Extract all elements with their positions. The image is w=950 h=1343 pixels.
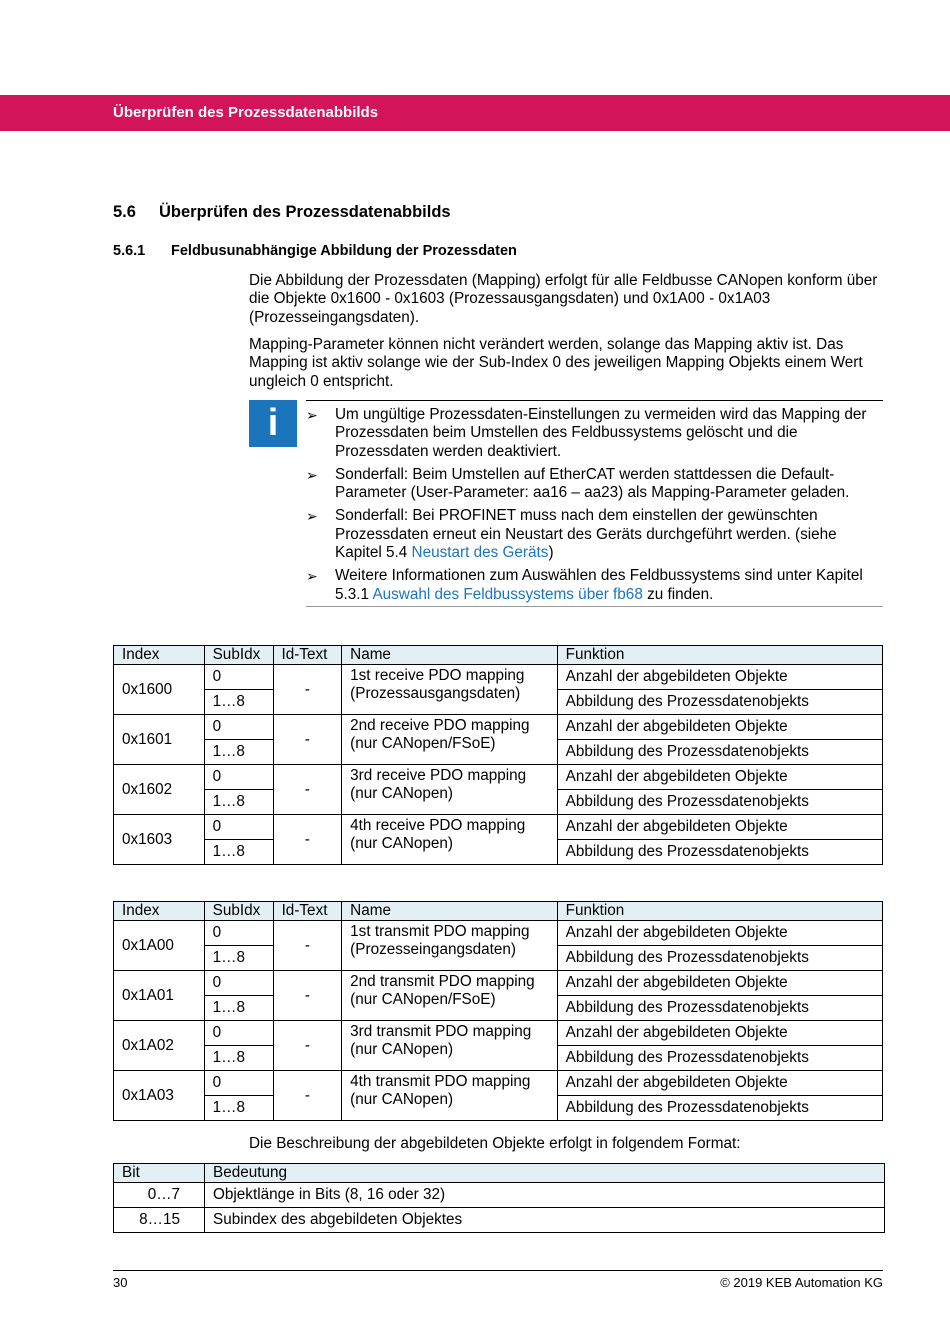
header-banner xyxy=(0,95,950,131)
arrow-bullet-icon: ➢ xyxy=(306,466,318,483)
cell-index: 0x1A00 xyxy=(114,921,205,971)
info-list xyxy=(306,406,883,609)
subsection-title: Feldbusunabhängige Abbildung der Prozessdaten xyxy=(171,243,517,259)
cell-subidx: 1…8 xyxy=(204,790,273,815)
cell-subidx: 1…8 xyxy=(204,996,273,1021)
cell-subidx: 1…8 xyxy=(204,840,273,865)
cell-funktion: Anzahl der abgebildeten Objekte xyxy=(557,921,882,946)
cell-subidx: 0 xyxy=(204,1021,273,1046)
cell-subidx: 0 xyxy=(204,665,273,690)
info-item xyxy=(306,406,883,461)
cell-subidx: 0 xyxy=(204,765,273,790)
header-name: Name xyxy=(342,902,557,921)
cell-name xyxy=(342,1071,557,1121)
table-row xyxy=(114,665,883,690)
table-row xyxy=(114,765,883,790)
name-line-2: (Prozesseingangsdaten) xyxy=(350,941,516,958)
table-row xyxy=(114,1208,885,1233)
table-row xyxy=(114,1071,883,1096)
header-index: Index xyxy=(114,902,205,921)
cell-subidx: 1…8 xyxy=(204,946,273,971)
info-item xyxy=(306,466,883,503)
cell-id-text: - xyxy=(273,1071,342,1121)
cell-bit: 8…15 xyxy=(114,1208,205,1233)
table-row xyxy=(114,815,883,840)
cell-funktion: Anzahl der abgebildeten Objekte xyxy=(557,971,882,996)
section-number: 5.6 xyxy=(113,203,136,221)
name-line-1: 4th transmit PDO mapping xyxy=(350,1073,531,1090)
cell-subidx: 0 xyxy=(204,1071,273,1096)
transmit-pdo-table xyxy=(113,901,883,1121)
header-funktion: Funktion xyxy=(557,646,882,665)
arrow-bullet-icon: ➢ xyxy=(306,568,318,585)
cell-index: 0x1603 xyxy=(114,815,205,865)
cell-id-text: - xyxy=(273,765,342,815)
name-line-2: (nur CANopen) xyxy=(350,785,454,802)
name-line-1: 3rd receive PDO mapping xyxy=(350,767,527,784)
table-row xyxy=(114,971,883,996)
name-line-1: 3rd transmit PDO mapping xyxy=(350,1023,532,1040)
cell-name xyxy=(342,765,558,815)
cell-subidx: 1…8 xyxy=(204,1046,273,1071)
header-title: Überprüfen des Prozessdatenabbilds xyxy=(113,104,379,121)
cell-funktion: Abbildung des Prozessdatenobjekts xyxy=(557,690,882,715)
table-header-row xyxy=(114,1164,885,1183)
note-top-rule xyxy=(306,400,883,401)
cell-subidx: 0 xyxy=(204,715,273,740)
name-line-1: 2nd receive PDO mapping xyxy=(350,717,530,734)
cell-subidx: 1…8 xyxy=(204,690,273,715)
name-line-2: (nur CANopen) xyxy=(350,1041,454,1058)
table-row xyxy=(114,1021,883,1046)
info-item xyxy=(306,567,883,604)
table-row xyxy=(114,715,883,740)
cell-id-text: - xyxy=(273,665,342,715)
copyright: © 2019 KEB Automation KG xyxy=(720,1275,883,1290)
subsection-heading xyxy=(113,243,517,259)
cell-bit: 0…7 xyxy=(114,1183,205,1208)
cell-index: 0x1A03 xyxy=(114,1071,205,1121)
section-heading xyxy=(113,203,451,222)
name-line-2: (nur CANopen/FSoE) xyxy=(350,735,496,752)
cell-funktion: Abbildung des Prozessdatenobjekts xyxy=(557,1046,882,1071)
cell-subidx: 0 xyxy=(204,971,273,996)
name-line-2: (nur CANopen) xyxy=(350,835,454,852)
cell-funktion: Abbildung des Prozessdatenobjekts xyxy=(557,790,882,815)
arrow-bullet-icon: ➢ xyxy=(306,407,318,423)
header-name: Name xyxy=(342,646,558,665)
header-id-text: Id-Text xyxy=(273,646,342,665)
cell-subidx: 1…8 xyxy=(204,1096,273,1121)
cell-funktion: Anzahl der abgebildeten Objekte xyxy=(557,665,882,690)
cell-name xyxy=(342,815,558,865)
cell-funktion: Abbildung des Prozessdatenobjekts xyxy=(557,996,882,1021)
header-subidx: SubIdx xyxy=(204,902,273,921)
cell-index: 0x1602 xyxy=(114,765,205,815)
header-subidx: SubIdx xyxy=(204,646,273,665)
header-bedeutung: Bedeutung xyxy=(205,1164,885,1183)
cell-id-text: - xyxy=(273,1021,342,1071)
name-line-2: (Prozessausgangsdaten) xyxy=(350,685,521,702)
cell-id-text: - xyxy=(273,921,342,971)
link-neustart[interactable]: Neustart des Geräts xyxy=(411,544,549,562)
cell-id-text: - xyxy=(273,971,342,1021)
cell-subidx: 0 xyxy=(204,815,273,840)
name-line-1: 4th receive PDO mapping xyxy=(350,817,526,834)
cell-name xyxy=(342,1021,557,1071)
cell-subidx: 1…8 xyxy=(204,740,273,765)
cell-funktion: Anzahl der abgebildeten Objekte xyxy=(557,815,882,840)
cell-bedeutung: Subindex des abgebildeten Objektes xyxy=(205,1208,885,1233)
table-header-row xyxy=(114,902,883,921)
section-title: Überprüfen des Prozessdatenabbilds xyxy=(159,203,451,221)
format-caption: Die Beschreibung der abgebildeten Objekte erfolgt in folgendem Format: xyxy=(249,1135,741,1152)
cell-funktion: Anzahl der abgebildeten Objekte xyxy=(557,715,882,740)
link-feldbussystem[interactable]: Auswahl des Feldbussystems über fb68 xyxy=(372,585,643,603)
name-line-1: 1st receive PDO mapping xyxy=(350,667,525,684)
paragraph-mapping: Die Abbildung der Prozessdaten (Mapping) erfolgt für alle Feldbusse CANopen konform über die Objekte 0x1600 - 0x1603 (Prozessausgangsdaten) und 0x1A00 - 0x1A03 (Prozesseingangsdaten). xyxy=(249,272,878,326)
header-id-text: Id-Text xyxy=(273,902,342,921)
header-bit: Bit xyxy=(114,1164,205,1183)
cell-funktion: Abbildung des Prozessdatenobjekts xyxy=(557,946,882,971)
cell-index: 0x1600 xyxy=(114,665,205,715)
footer-rule xyxy=(113,1270,883,1271)
cell-name xyxy=(342,715,558,765)
cell-funktion: Anzahl der abgebildeten Objekte xyxy=(557,765,882,790)
cell-index: 0x1A01 xyxy=(114,971,205,1021)
cell-funktion: Abbildung des Prozessdatenobjekts xyxy=(557,740,882,765)
cell-index: 0x1601 xyxy=(114,715,205,765)
name-line-2: (nur CANopen) xyxy=(350,1091,454,1108)
name-line-1: 2nd transmit PDO mapping xyxy=(350,973,535,990)
info-item-text: Weitere Informationen zum Auswählen des Feldbussystems sind unter Kapitel 5.3.1 xyxy=(335,567,863,603)
table-header-row xyxy=(114,646,883,665)
note-bottom-rule xyxy=(306,606,883,607)
info-item-text: Sonderfall: Beim Umstellen auf EtherCAT werden stattdessen die Default-Parameter (User-Parameter: aa16 – aa23) als Mapping-Parameter geladen. xyxy=(335,465,850,502)
page-number: 30 xyxy=(113,1275,128,1290)
info-icon xyxy=(249,400,297,447)
header-index: Index xyxy=(114,646,205,665)
info-item-suffix: zu finden. xyxy=(642,585,714,603)
cell-funktion: Abbildung des Prozessdatenobjekts xyxy=(557,840,882,865)
cell-name xyxy=(342,665,558,715)
subsection-number: 5.6.1 xyxy=(113,243,146,259)
name-line-1: 1st transmit PDO mapping xyxy=(350,923,530,940)
info-glyph: i xyxy=(267,402,279,444)
cell-id-text: - xyxy=(273,815,342,865)
cell-name xyxy=(342,921,557,971)
arrow-bullet-icon: ➢ xyxy=(306,508,318,525)
cell-subidx: 0 xyxy=(204,921,273,946)
name-line-2: (nur CANopen/FSoE) xyxy=(350,991,496,1008)
cell-funktion: Anzahl der abgebildeten Objekte xyxy=(557,1071,882,1096)
info-item xyxy=(306,507,883,562)
table-row xyxy=(114,921,883,946)
cell-bedeutung: Objektlänge in Bits (8, 16 oder 32) xyxy=(205,1183,885,1208)
cell-funktion: Anzahl der abgebildeten Objekte xyxy=(557,1021,882,1046)
paragraph-mapping-parameter: Mapping-Parameter können nicht verändert werden, solange das Mapping aktiv ist. Das Mapping ist aktiv solange wie der Sub-Index 0 des jeweiligen Mapping Objekts einem Wert ungleich 0 entspricht. xyxy=(249,336,863,390)
cell-id-text: - xyxy=(273,715,342,765)
header-funktion: Funktion xyxy=(557,902,882,921)
info-item-suffix: ) xyxy=(548,544,554,562)
cell-name xyxy=(342,971,557,1021)
cell-index: 0x1A02 xyxy=(114,1021,205,1071)
table-row xyxy=(114,1183,885,1208)
receive-pdo-table xyxy=(113,645,883,865)
cell-funktion: Abbildung des Prozessdatenobjekts xyxy=(557,1096,882,1121)
bit-format-table xyxy=(113,1163,885,1233)
info-item-text: Um ungültige Prozessdaten-Einstellungen zu vermeiden wird das Mapping der Prozessdaten beim Umstellen des Feldbussystems gelöscht und die Prozessdaten werden deaktiviert. xyxy=(335,406,867,460)
info-item-text: Sonderfall: Bei PROFINET muss nach dem einstellen der gewünschten Prozessdaten erneut ein Neustart des Geräts durchgeführt werden. (siehe Kapitel 5.4 xyxy=(335,507,837,562)
